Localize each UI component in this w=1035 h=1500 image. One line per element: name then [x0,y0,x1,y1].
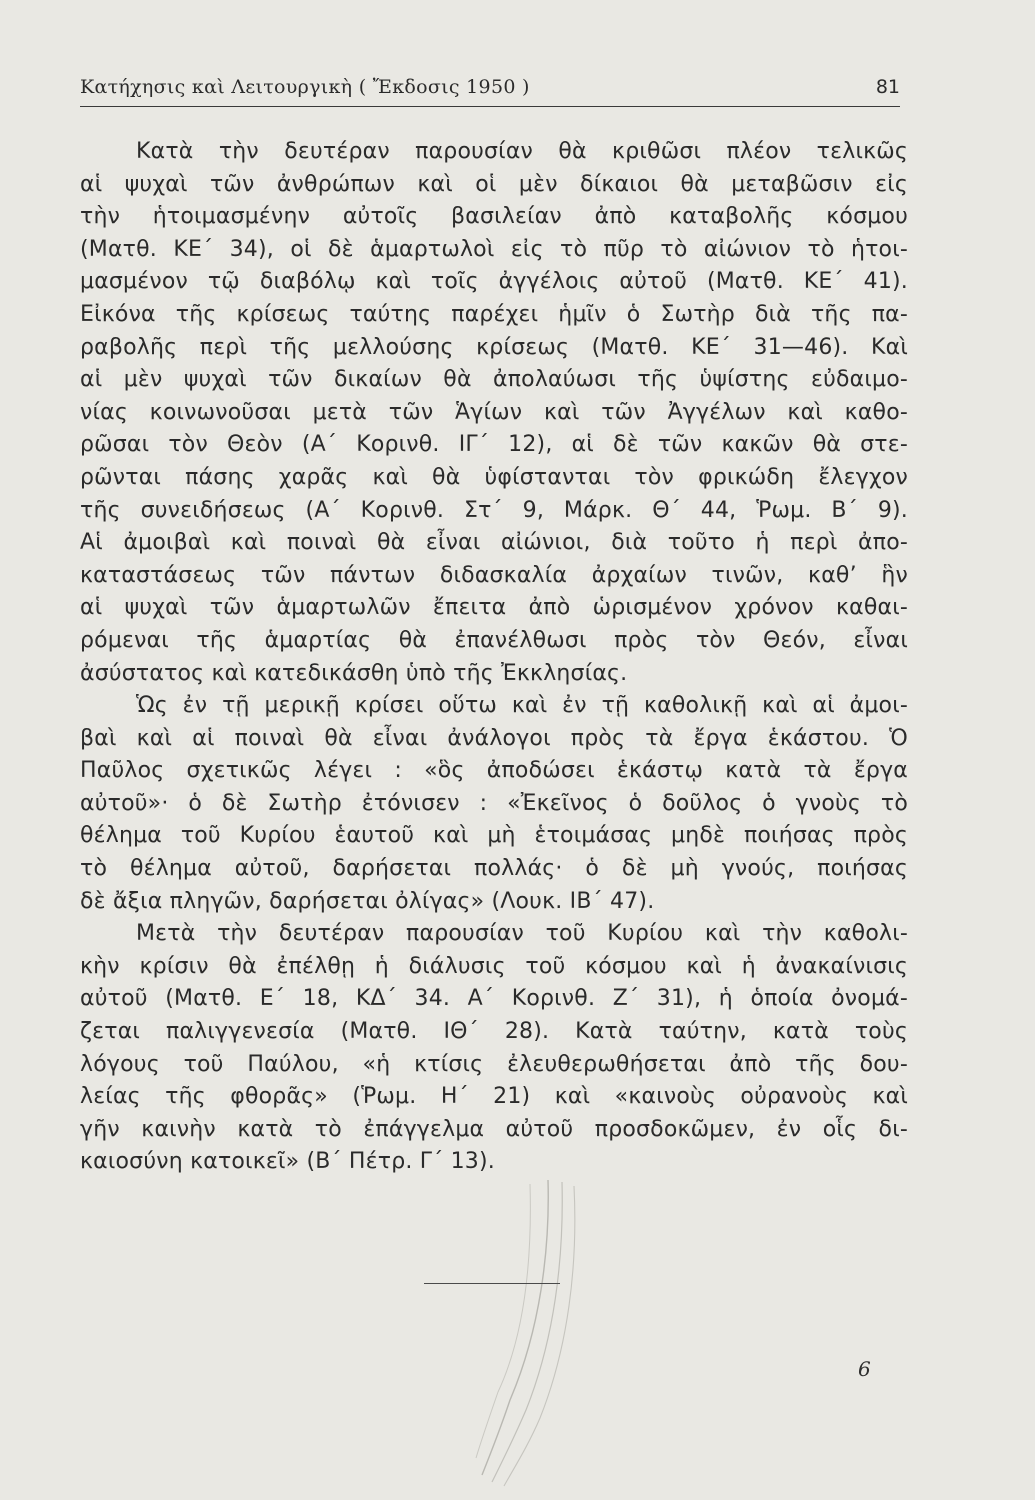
text-line: ρῶσαι τὸν Θεὸν (Α΄ Κορινθ. ΙΓ΄ 12), αἱ δὲ τῶν κακῶν θὰ στε- [80,432,908,458]
text-line: γῆν καινὴν κατὰ τὸ ἐπάγγελμα αὐτοῦ προσδοκῶμεν, ἐν οἷς δι- [80,1116,908,1142]
text-line: μασμένον τῷ διαβόλῳ καὶ τοῖς ἀγγέλοις αὐτοῦ (Ματθ. ΚΕ΄ 41). [80,269,908,295]
signature-mark: 6 [858,1357,871,1381]
text-line: λείας τῆς φθορᾶς» (Ῥωμ. Η΄ 21) καὶ «καινοὺς οὐρανοὺς καὶ [80,1084,908,1110]
text-line: λόγους τοῦ Παύλου, «ἡ κτίσις ἐλευθερωθήσεται ἀπὸ τῆς δου- [80,1051,908,1077]
text-line: ρόμεναι τῆς ἁμαρτίας θὰ ἐπανέλθωσι πρὸς τὸν Θεόν, εἶναι [80,627,908,653]
page-number: 81 [875,76,900,98]
text-line: νίας κοινωνοῦσαι μετὰ τῶν Ἁγίων καὶ τῶν Ἀγγέλων καὶ καθο- [80,399,908,425]
text-line: κὴν κρίσιν θὰ ἐπέλθῃ ἡ διάλυσις τοῦ κόσμου καὶ ἡ ἀνακαίνισις [80,953,908,979]
pencil-marks [470,1170,590,1490]
text-line: τὸ θέλημα αὐτοῦ, δαρήσεται πολλάς· ὁ δὲ μὴ γνούς, ποιήσας [80,856,908,882]
text-line: ραβολῆς περὶ τῆς μελλούσης κρίσεως (Ματθ. ΚΕ΄ 31—46). Καὶ [80,334,908,360]
text-line: βαὶ καὶ αἱ ποιναὶ θὰ εἶναι ἀνάλογοι πρὸς τὰ ἔργα ἑκάστου. Ὁ [80,725,908,751]
text-line: Μετὰ τὴν δευτέραν παρουσίαν τοῦ Κυρίου καὶ τὴν καθολι- [136,921,908,947]
text-line: ρῶνται πάσης χαρᾶς καὶ θὰ ὑφίστανται τὸν φρικώδη ἔλεγχον [80,464,908,490]
text-line: δὲ ἄξια πληγῶν, δαρήσεται ὀλίγας» (Λουκ. ΙΒ΄ 47). [80,888,655,914]
text-line: καταστάσεως τῶν πάντων διδασκαλία ἀρχαίων τινῶν, καθ’ ἣν [80,562,908,588]
end-rule [424,1283,560,1284]
text-line: Εἰκόνα τῆς κρίσεως ταύτης παρέχει ἡμῖν ὁ Σωτὴρ διὰ τῆς πα- [80,301,908,327]
text-line: τὴν ἡτοιμασμένην αὐτοῖς βασιλείαν ἀπὸ καταβολῆς κόσμου [80,204,908,230]
text-line: (Ματθ. ΚΕ΄ 34), οἱ δὲ ἁμαρτωλοὶ εἰς τὸ πῦρ τὸ αἰώνιον τὸ ἡτοι- [80,236,908,262]
text-line: αὐτοῦ»· ὁ δὲ Σωτὴρ ἐτόνισεν : «Ἐκεῖνος ὁ δοῦλος ὁ γνοὺς τὸ [80,790,908,816]
running-header [80,72,900,107]
text-line: Αἱ ἀμοιβαὶ καὶ ποιναὶ θὰ εἶναι αἰώνιοι, διὰ τοῦτο ἡ περὶ ἀπο- [80,530,908,556]
text-line: αἱ ψυχαὶ τῶν ἀνθρώπων καὶ οἱ μὲν δίκαιοι θὰ μεταβῶσιν εἰς [80,171,908,197]
text-line: Κατὰ τὴν δευτέραν παρουσίαν θὰ κριθῶσι πλέον τελικῶς [136,139,908,164]
body-text [80,136,908,1179]
text-line: ζεται παλιγγενεσία (Ματθ. ΙΘ΄ 28). Κατὰ ταύτην, κατὰ τοὺς [80,1019,908,1045]
text-line: καιοσύνη κατοικεῖ» (Β΄ Πέτρ. Γ΄ 13). [80,1149,495,1175]
text-line: αἱ ψυχαὶ τῶν ἁμαρτωλῶν ἔπειτα ἀπὸ ὡρισμένον χρόνον καθαι- [80,595,908,621]
text-line: Ὡς ἐν τῇ μερικῇ κρίσει οὕτω καὶ ἐν τῇ καθολικῇ καὶ αἱ ἀμοι- [136,693,908,719]
header-title: Κατήχησις καὶ Λειτουργικὴ ( Ἔκδοσις 1950 ) [80,76,530,98]
text-line: αὐτοῦ (Ματθ. Ε΄ 18, ΚΔ΄ 34. Α΄ Κορινθ. Ζ΄ 31), ἡ ὁποία ὀνομά- [80,986,908,1012]
text-line: Παῦλος σχετικῶς λέγει : «ὃς ἀποδώσει ἑκάστῳ κατὰ τὰ ἔργα [80,758,908,784]
text-line: ἀσύστατος καὶ κατεδικάσθη ὑπὸ τῆς Ἐκκλησίας. [80,660,628,686]
text-line: τῆς συνειδήσεως (Α΄ Κορινθ. Στ΄ 9, Μάρκ. Θ΄ 44, Ῥωμ. Β΄ 9). [80,497,908,523]
text-line: θέλημα τοῦ Κυρίου ἑαυτοῦ καὶ μὴ ἑτοιμάσας μηδὲ ποιήσας πρὸς [80,823,908,849]
text-line: αἱ μὲν ψυχαὶ τῶν δικαίων θὰ ἀπολαύωσι τῆς ὑψίστης εὐδαιμο- [80,367,908,393]
